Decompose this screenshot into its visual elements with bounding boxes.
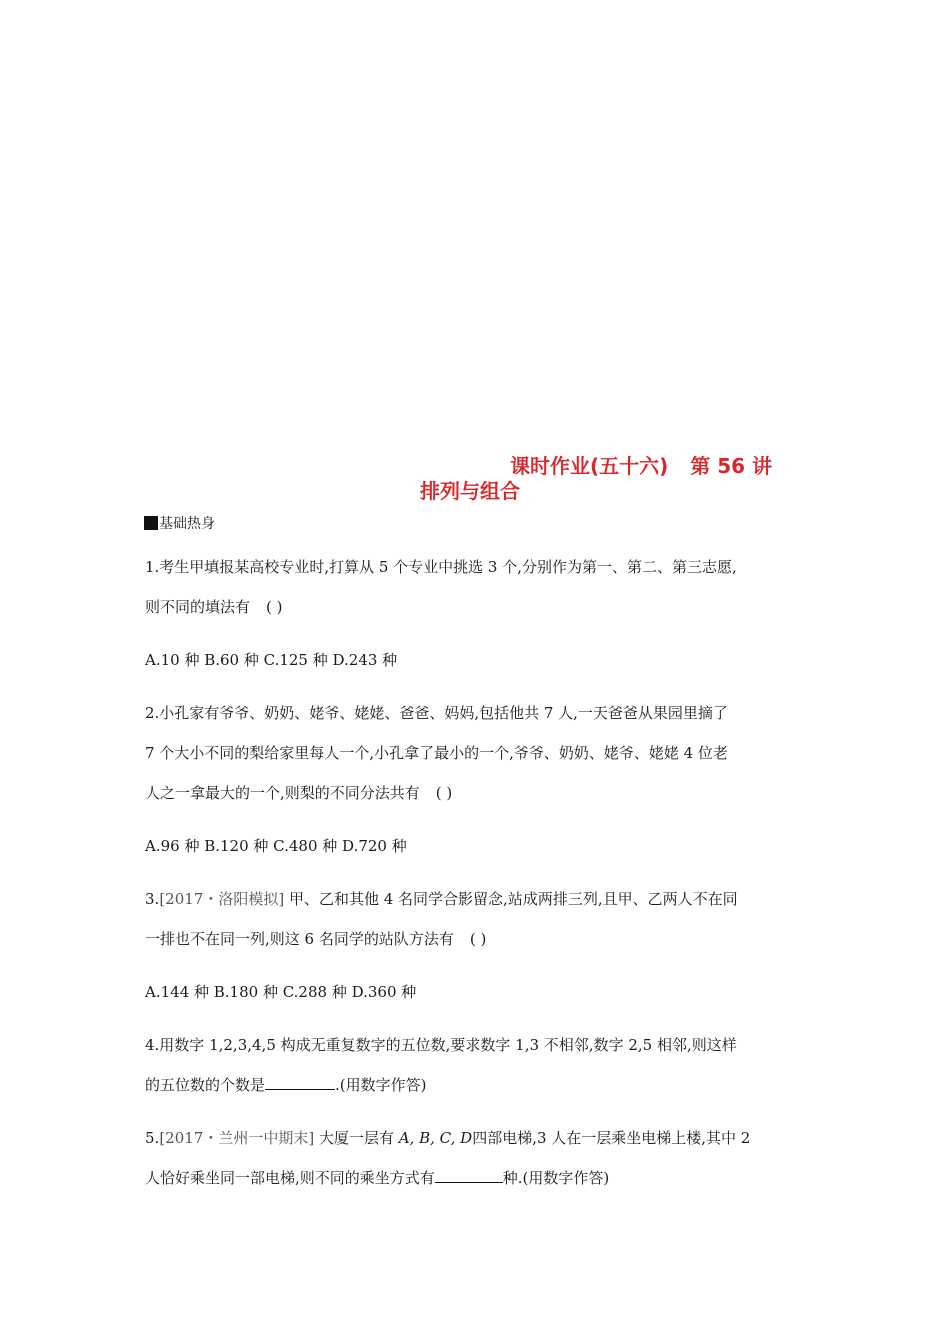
question-5-line-2 [145, 1168, 609, 1188]
question-source: [2017・兰州一中期末] [159, 1129, 315, 1147]
question-5-note: 种.(用数字作答) [502, 1169, 610, 1187]
question-2-line-1: 2.小孔家有爷爷、奶奶、姥爷、姥姥、爸爸、妈妈,包括他共 7 人,一天爸爸从果园里摘了 [145, 704, 728, 722]
answer-bracket: ( ) [435, 784, 453, 802]
answer-bracket: ( ) [266, 598, 283, 616]
page-subtitle: 排列与组合 [420, 479, 520, 503]
question-5-text-a: 大厦一层有 [314, 1129, 399, 1147]
homework-title: 课时作业(五十六) [510, 454, 669, 478]
question-1-line-2-text: 则不同的填法有 [145, 598, 251, 616]
lecture-number: 第 56 讲 [690, 454, 773, 478]
section-label: 基础热身 [159, 516, 215, 532]
question-2-line-3 [145, 783, 452, 803]
square-bullet-icon [144, 516, 158, 530]
question-3-line-2 [145, 929, 486, 949]
question-3-line-1-text: 甲、乙和其他 4 名同学合影留念,站成两排三列,且甲、乙两人不在同 [284, 890, 738, 908]
question-2-line-3-text: 人之一拿最大的一个,则梨的不同分法共有 [145, 784, 420, 802]
question-source: [2017・洛阳模拟] [159, 890, 285, 908]
question-1-line-2 [145, 597, 283, 617]
question-4-line-2-text: 的五位数的个数是 [145, 1076, 266, 1094]
answer-blank [435, 1168, 503, 1183]
question-3-options: A.144 种 B.180 种 C.288 种 D.360 种 [145, 983, 417, 1001]
question-4-line-2 [145, 1075, 427, 1095]
question-5-line-2-text: 人恰好乘坐同一部电梯,则不同的乘坐方式有 [145, 1169, 435, 1187]
question-number: 5. [145, 1129, 160, 1147]
question-4-line-1: 4.用数字 1,2,3,4,5 构成无重复数字的五位数,要求数字 1,3 不相邻,数字 2,5 相邻,则这样 [145, 1036, 737, 1054]
question-4-note: .(用数字作答) [335, 1076, 427, 1094]
question-3-line-1 [145, 889, 738, 909]
page-title [510, 450, 772, 479]
question-1-options: A.10 种 B.60 种 C.125 种 D.243 种 [145, 651, 398, 669]
elevator-labels: A, B, C, D [398, 1129, 473, 1147]
question-number: 3. [145, 890, 160, 908]
section-heading [144, 513, 215, 533]
answer-bracket: ( ) [469, 930, 487, 948]
question-1-line-1: 1.考生甲填报某高校专业时,打算从 5 个专业中挑选 3 个,分别作为第一、第二、第三志愿, [145, 558, 737, 576]
question-5-text-b: 四部电梯,3 人在一层乘坐电梯上楼,其中 2 [472, 1129, 751, 1147]
question-2-line-2: 7 个大小不同的梨给家里每人一个,小孔拿了最小的一个,爷爷、奶奶、姥爷、姥姥 4 位老 [145, 744, 728, 762]
answer-blank [265, 1075, 335, 1090]
question-5-line-1 [145, 1128, 750, 1148]
question-3-line-2-text: 一排也不在同一列,则这 6 名同学的站队方法有 [145, 930, 454, 948]
question-2-options: A.96 种 B.120 种 C.480 种 D.720 种 [145, 837, 407, 855]
